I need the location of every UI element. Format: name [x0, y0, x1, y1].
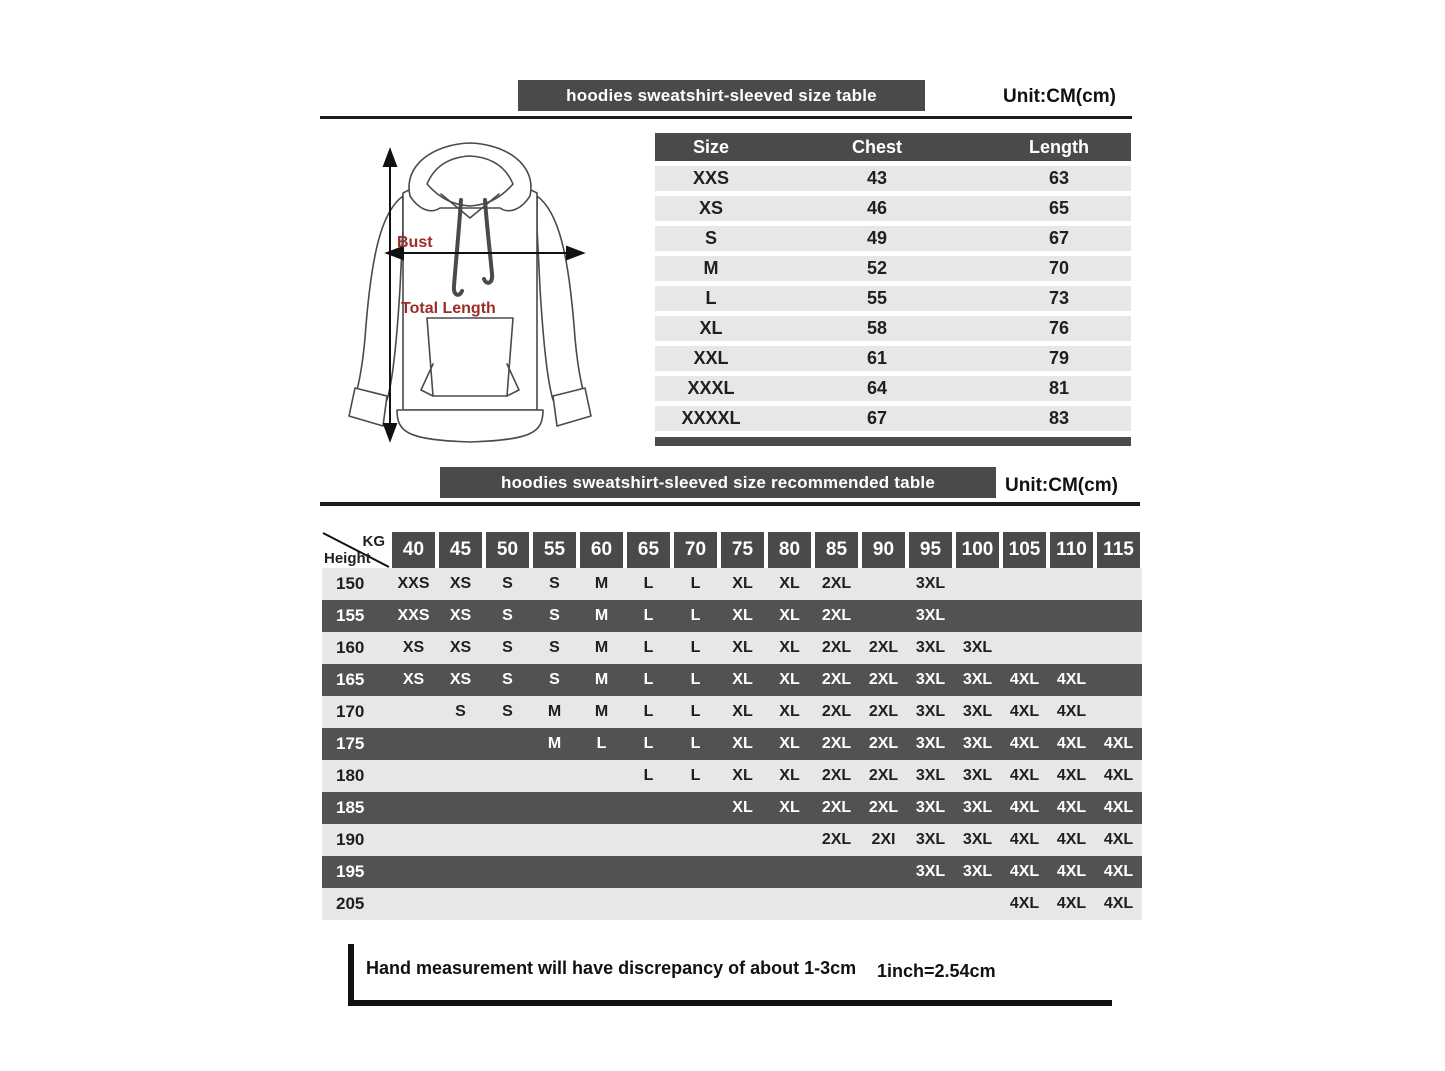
recommended-table-unit-label: Unit:CM(cm) — [1005, 475, 1118, 496]
recommended-size-cell: 2XL — [821, 639, 852, 656]
recommended-size-cell — [672, 824, 719, 856]
recommended-size-cell: 2XL — [821, 799, 852, 816]
weight-column-header: 75 — [721, 532, 764, 568]
length-column-header: Length — [1029, 137, 1089, 157]
recommended-size-cell: XL — [732, 639, 753, 656]
recommended-size-cell: 3XL — [962, 703, 993, 720]
recommended-size-cell: L — [643, 575, 654, 592]
weight-column-header: 80 — [768, 532, 811, 568]
recommended-size-cell — [954, 600, 1001, 632]
recommended-size-cell: XXS — [397, 607, 430, 624]
recommended-size-cell: 2XI — [871, 831, 896, 848]
recommended-size-cell: 2XL — [868, 671, 899, 688]
recommended-size-cell: S — [549, 671, 560, 688]
weight-column-header: 70 — [674, 532, 717, 568]
recommended-size-cell: XL — [732, 767, 753, 784]
recommended-size-cell: 4XL — [1009, 895, 1040, 912]
recommended-size-cell: 3XL — [915, 703, 946, 720]
recommended-size-cell — [531, 792, 578, 824]
recommended-size-cell: 4XL — [1103, 735, 1134, 752]
recommended-size-cell — [1001, 600, 1048, 632]
weight-column-header: 65 — [627, 532, 670, 568]
size-table-row — [655, 196, 1131, 221]
recommended-size-cell — [390, 760, 437, 792]
recommended-size-cell — [437, 760, 484, 792]
recommended-size-cell — [1095, 696, 1142, 728]
weight-column-header: 40 — [392, 532, 435, 568]
recommended-size-cell — [390, 696, 437, 728]
size-cell: M — [703, 258, 719, 278]
size-cell: XL — [699, 318, 723, 338]
height-label-cell: 175 — [336, 734, 365, 753]
recommended-size-cell — [625, 824, 672, 856]
recommended-size-cell: XL — [779, 767, 800, 784]
size-table-title: hoodies sweatshirt-sleeved size table — [566, 86, 877, 105]
size-table-title-bar — [518, 80, 925, 111]
recommended-size-cell: XS — [449, 607, 472, 624]
recommended-size-cell — [1001, 632, 1048, 664]
recommended-size-cell: XL — [732, 703, 753, 720]
recommended-size-cell — [484, 856, 531, 888]
recommended-size-cell — [1095, 568, 1142, 600]
height-label-cell: 195 — [336, 862, 365, 881]
recommended-size-cell — [390, 792, 437, 824]
recommended-size-cell: 4XL — [1056, 703, 1087, 720]
weight-column-header: 90 — [862, 532, 905, 568]
size-table-row — [655, 406, 1131, 431]
recommended-size-cell: 2XL — [821, 735, 852, 752]
recommended-size-cell: M — [594, 671, 609, 688]
size-column-header: Size — [692, 137, 730, 157]
recommended-size-cell: 2XL — [868, 639, 899, 656]
recommended-size-cell — [484, 728, 531, 760]
recommended-size-cell: 4XL — [1009, 831, 1040, 848]
recommended-size-cell: XXS — [397, 575, 430, 592]
recommended-size-cell: 2XL — [821, 607, 852, 624]
weight-column-header: 105 — [1003, 532, 1046, 568]
recommended-size-cell — [578, 760, 625, 792]
recommended-size-cell: XL — [732, 799, 753, 816]
recommended-size-cell: 2XL — [868, 799, 899, 816]
recommended-table-row — [322, 664, 1142, 696]
recommended-table — [322, 532, 1142, 920]
recommended-size-cell: S — [502, 607, 513, 624]
recommended-table-title: hoodies sweatshirt-sleeved size recommended table — [500, 473, 935, 492]
bust-label: Bust — [397, 234, 433, 251]
height-label-cell: 155 — [336, 606, 365, 625]
size-table-row — [655, 376, 1131, 401]
recommended-size-cell: XS — [449, 671, 472, 688]
hoodie-diagram — [335, 138, 605, 453]
recommended-size-cell: 2XL — [821, 703, 852, 720]
chest-cell: 52 — [866, 258, 888, 278]
recommended-size-cell — [1095, 632, 1142, 664]
recommended-size-cell: S — [502, 703, 513, 720]
recommended-size-cell: XS — [402, 671, 425, 688]
recommended-size-cell — [484, 888, 531, 920]
chest-cell: 46 — [866, 198, 888, 218]
recommended-size-cell: XL — [779, 735, 800, 752]
recommended-size-cell — [578, 824, 625, 856]
recommended-size-cell — [625, 888, 672, 920]
length-cell: 67 — [1048, 228, 1070, 248]
recommended-size-cell — [437, 888, 484, 920]
recommended-size-cell: 2XL — [821, 831, 852, 848]
length-cell: 81 — [1048, 378, 1070, 398]
recommended-size-cell: S — [502, 671, 513, 688]
weight-column-header: 55 — [533, 532, 576, 568]
recommended-size-cell — [860, 888, 907, 920]
recommended-size-cell: XL — [779, 639, 800, 656]
recommended-size-cell: S — [549, 639, 560, 656]
height-label-cell: 150 — [336, 574, 365, 593]
chest-cell: 58 — [866, 318, 888, 338]
weight-column-header: 60 — [580, 532, 623, 568]
recommended-size-cell: 4XL — [1103, 767, 1134, 784]
chest-column-header: Chest — [851, 137, 902, 157]
recommended-size-cell: 2XL — [821, 575, 852, 592]
length-cell: 76 — [1048, 318, 1070, 338]
recommended-size-cell: L — [690, 703, 701, 720]
footnote-left-bar — [348, 944, 354, 1002]
size-table — [655, 133, 1131, 446]
recommended-size-cell: 3XL — [915, 799, 946, 816]
footnote-text: Hand measurement will have discrepancy of about 1-3cm — [366, 958, 857, 978]
size-cell: L — [705, 288, 717, 308]
recommended-size-cell — [578, 792, 625, 824]
chest-cell: 55 — [866, 288, 888, 308]
recommended-size-cell — [1095, 600, 1142, 632]
recommended-size-cell: XL — [732, 735, 753, 752]
recommended-size-cell — [437, 728, 484, 760]
recommended-size-cell: XL — [779, 607, 800, 624]
length-cell: 73 — [1048, 288, 1070, 308]
recommended-table-row — [322, 696, 1142, 728]
size-cell: XXS — [692, 168, 730, 188]
recommended-size-cell: M — [547, 703, 562, 720]
recommended-size-cell — [390, 728, 437, 760]
height-label-cell: 205 — [336, 894, 365, 913]
recommended-table-title-bar — [440, 467, 996, 498]
recommended-size-cell: 2XL — [821, 767, 852, 784]
weight-column-header: 110 — [1050, 532, 1093, 568]
chest-cell: 49 — [866, 228, 888, 248]
recommended-size-cell — [390, 888, 437, 920]
recommended-size-cell: 3XL — [915, 607, 946, 624]
recommended-size-cell — [860, 856, 907, 888]
recommended-size-cell — [907, 888, 954, 920]
recommended-size-cell: L — [690, 735, 701, 752]
recommended-size-cell: 3XL — [915, 767, 946, 784]
recommended-size-cell: S — [502, 575, 513, 592]
recommended-size-cell: L — [643, 735, 654, 752]
recommended-size-cell — [437, 792, 484, 824]
recommended-size-cell: M — [594, 607, 609, 624]
recommended-size-cell: 4XL — [1009, 735, 1040, 752]
footnote-bottom-line — [348, 1000, 1112, 1006]
length-cell: 79 — [1048, 348, 1070, 368]
length-cell: 83 — [1048, 408, 1070, 428]
recommended-size-cell: 2XL — [868, 703, 899, 720]
size-table-row — [655, 226, 1131, 251]
recommended-size-cell — [954, 888, 1001, 920]
recommended-table-row — [322, 568, 1142, 600]
recommended-size-cell — [719, 856, 766, 888]
recommended-size-cell: XS — [449, 639, 472, 656]
recommended-size-cell: L — [690, 575, 701, 592]
hoodie-drawing-icon — [335, 138, 605, 453]
recommended-size-cell: 4XL — [1056, 671, 1087, 688]
recommended-size-cell: 4XL — [1103, 895, 1134, 912]
recommended-size-cell: 3XL — [915, 735, 946, 752]
recommended-size-cell: 4XL — [1009, 799, 1040, 816]
size-table-row — [655, 316, 1131, 341]
recommended-size-cell — [578, 888, 625, 920]
recommended-size-cell: 3XL — [962, 639, 993, 656]
recommended-size-cell: XL — [732, 671, 753, 688]
height-label-cell: 190 — [336, 830, 365, 849]
recommended-size-cell — [390, 856, 437, 888]
recommended-size-cell: 3XL — [962, 831, 993, 848]
height-label-cell: 160 — [336, 638, 365, 657]
recommended-size-cell: 4XL — [1009, 767, 1040, 784]
size-table-header — [655, 133, 1131, 161]
recommended-size-cell: S — [455, 703, 466, 720]
recommended-size-cell: L — [643, 703, 654, 720]
recommended-size-cell — [1048, 600, 1095, 632]
top-divider-line — [320, 116, 1132, 119]
recommended-size-cell: XL — [779, 575, 800, 592]
recommended-size-cell: M — [547, 735, 562, 752]
recommended-size-cell: 2XL — [868, 735, 899, 752]
recommended-size-cell: M — [594, 639, 609, 656]
recommended-size-cell: 4XL — [1103, 799, 1134, 816]
recommended-size-cell: 3XL — [915, 863, 946, 880]
recommended-table-row — [322, 632, 1142, 664]
recommended-size-cell: 3XL — [962, 735, 993, 752]
size-table-row — [655, 346, 1131, 371]
recommended-size-cell: 4XL — [1009, 703, 1040, 720]
weight-column-header: 45 — [439, 532, 482, 568]
recommended-size-cell: S — [549, 607, 560, 624]
height-label-cell: 185 — [336, 798, 365, 817]
recommended-size-cell — [672, 792, 719, 824]
size-cell: S — [704, 228, 717, 248]
recommended-size-cell: XL — [779, 799, 800, 816]
recommended-size-cell — [1095, 664, 1142, 696]
recommended-size-cell: XS — [449, 575, 472, 592]
recommended-table-row — [322, 888, 1142, 920]
recommended-size-cell — [484, 792, 531, 824]
recommended-size-cell: L — [690, 767, 701, 784]
size-cell: XXL — [693, 348, 729, 368]
recommended-size-cell — [437, 824, 484, 856]
recommended-table-header — [322, 532, 1142, 568]
total-length-label: Total Length — [401, 300, 496, 317]
length-cell: 70 — [1048, 258, 1070, 278]
recommended-size-cell: L — [643, 767, 654, 784]
recommended-size-cell — [813, 888, 860, 920]
recommended-size-cell: XL — [779, 703, 800, 720]
height-label-cell: 170 — [336, 702, 365, 721]
inch-conversion-label: 1inch=2.54cm — [877, 961, 996, 981]
recommended-size-cell: L — [596, 735, 607, 752]
recommended-table-row — [322, 856, 1142, 888]
size-table-row — [655, 256, 1131, 281]
recommended-size-cell: M — [594, 575, 609, 592]
recommended-table-row — [322, 728, 1142, 760]
recommended-size-cell: L — [690, 639, 701, 656]
size-table-row — [655, 286, 1131, 311]
recommended-size-cell: 3XL — [915, 575, 946, 592]
weight-column-header: 95 — [909, 532, 952, 568]
recommended-size-cell: XL — [732, 575, 753, 592]
recommended-size-cell — [1048, 632, 1095, 664]
recommended-size-cell: XS — [402, 639, 425, 656]
recommended-size-cell — [860, 568, 907, 600]
recommended-size-cell — [531, 856, 578, 888]
recommended-size-cell: 3XL — [962, 671, 993, 688]
recommended-size-cell: L — [643, 671, 654, 688]
recommended-size-cell — [531, 888, 578, 920]
chest-cell: 43 — [866, 168, 888, 188]
corner-height-label: Height — [324, 550, 371, 567]
size-cell: XS — [698, 198, 723, 218]
weight-column-header: 100 — [956, 532, 999, 568]
chest-cell: 64 — [866, 378, 888, 398]
recommended-size-cell: 4XL — [1009, 671, 1040, 688]
recommended-size-cell — [766, 824, 813, 856]
recommended-size-cell — [766, 856, 813, 888]
recommended-table-row — [322, 600, 1142, 632]
weight-column-header: 115 — [1097, 532, 1140, 568]
recommended-size-cell: 3XL — [962, 767, 993, 784]
recommended-size-cell — [766, 888, 813, 920]
recommended-size-cell: S — [549, 575, 560, 592]
recommended-size-cell: 3XL — [962, 799, 993, 816]
recommended-size-cell: 3XL — [915, 831, 946, 848]
recommended-size-cell: 2XL — [821, 671, 852, 688]
recommended-size-cell — [625, 792, 672, 824]
weight-column-header: 85 — [815, 532, 858, 568]
recommended-size-cell: XL — [732, 607, 753, 624]
recommended-size-cell: 3XL — [915, 639, 946, 656]
middle-divider-line — [320, 502, 1140, 506]
recommended-size-cell: 4XL — [1103, 863, 1134, 880]
recommended-size-cell: 4XL — [1056, 735, 1087, 752]
recommended-size-cell — [1001, 568, 1048, 600]
recommended-table-row — [322, 824, 1142, 856]
recommended-size-cell: L — [690, 671, 701, 688]
recommended-table-row — [322, 792, 1142, 824]
recommended-size-cell — [625, 856, 672, 888]
recommended-size-cell: XL — [779, 671, 800, 688]
recommended-size-cell: 4XL — [1056, 863, 1087, 880]
length-cell: 65 — [1048, 198, 1070, 218]
height-label-cell: 180 — [336, 766, 365, 785]
recommended-size-cell: 4XL — [1009, 863, 1040, 880]
recommended-size-cell: 4XL — [1103, 831, 1134, 848]
recommended-size-cell — [719, 888, 766, 920]
length-cell: 63 — [1048, 168, 1070, 188]
chest-cell: 67 — [866, 408, 888, 428]
recommended-size-cell — [672, 856, 719, 888]
recommended-size-cell: L — [690, 607, 701, 624]
recommended-size-cell: 2XL — [868, 767, 899, 784]
recommended-size-cell: L — [643, 639, 654, 656]
kg-height-corner-cell — [322, 532, 390, 568]
recommended-size-cell: 3XL — [962, 863, 993, 880]
size-cell: XXXXL — [681, 408, 741, 428]
recommended-size-cell — [531, 760, 578, 792]
recommended-table-row — [322, 760, 1142, 792]
recommended-size-cell — [531, 824, 578, 856]
recommended-size-cell: 4XL — [1056, 895, 1087, 912]
recommended-size-cell — [390, 824, 437, 856]
recommended-size-cell — [860, 600, 907, 632]
recommended-size-cell — [437, 856, 484, 888]
recommended-size-cell — [484, 824, 531, 856]
recommended-size-cell — [719, 824, 766, 856]
size-table-bottom-bar — [655, 437, 1131, 446]
recommended-size-cell: L — [643, 607, 654, 624]
recommended-size-cell — [954, 568, 1001, 600]
height-label-cell: 165 — [336, 670, 365, 689]
size-table-unit-label: Unit:CM(cm) — [1003, 86, 1116, 107]
recommended-size-cell — [484, 760, 531, 792]
weight-column-header: 50 — [486, 532, 529, 568]
recommended-size-cell — [1048, 568, 1095, 600]
recommended-size-cell — [813, 856, 860, 888]
recommended-size-cell — [578, 856, 625, 888]
chest-cell: 61 — [866, 348, 888, 368]
corner-kg-label: KG — [362, 533, 385, 550]
size-table-row — [655, 166, 1131, 191]
recommended-size-cell: M — [594, 703, 609, 720]
recommended-size-cell: S — [502, 639, 513, 656]
recommended-size-cell: 3XL — [915, 671, 946, 688]
size-cell: XXXL — [687, 378, 735, 398]
recommended-size-cell: 4XL — [1056, 799, 1087, 816]
recommended-size-cell: 4XL — [1056, 831, 1087, 848]
recommended-size-cell: 4XL — [1056, 767, 1087, 784]
recommended-size-cell — [672, 888, 719, 920]
